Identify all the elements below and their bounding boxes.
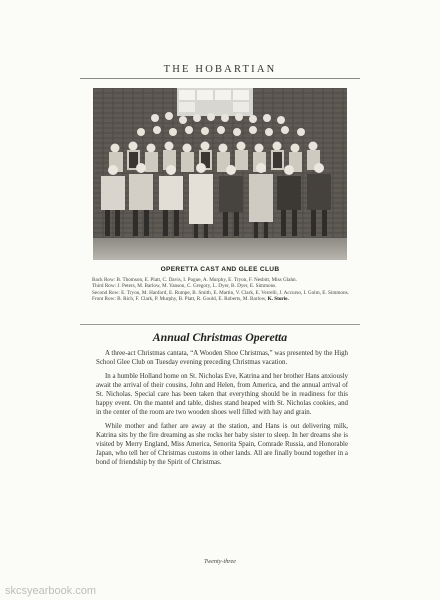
roster-front-row-names: Front Row: B. Rich, F. Clark, P. Murphy, B. Platt, R. Gould, E. Roberts, M. Barlow, — [92, 295, 267, 302]
article-title: Annual Christmas Operetta — [152, 330, 288, 344]
group-photo — [93, 88, 347, 260]
roster-third-row: Third Row: J. Peters, M. Barlow, M. Yanson, C. Gregory, L. Dyer, B. Dyer, E. Simmons. — [92, 283, 277, 290]
watermark: skcsyearbook.com — [5, 585, 97, 597]
roster-list — [92, 277, 366, 302]
article-paragraph: A three-act Christmas cantata, “A Wooden Shoe Christmas,” was presented by the High School Glee Club on Tuesday evening preceding Christmas vacation. — [96, 350, 348, 366]
running-header: THE HOBARTIAN — [163, 64, 277, 75]
article-paragraph: While mother and father are away at the station, and Hans is out delivering milk, Katrina sits by the fire dreaming as she rocks her baby sister to sleep. In her dreams she is visited by Merry England, Miss America, Senorita Spain, Comrade Russia, and Honorable Japan, who tell her of Christmas customs in other lands. All are finally bound together in a bond of friendship by the Spirit of Christmas. — [96, 423, 348, 466]
roster-back-row: Back Row: B. Thomson, E. Platt, C. Davis, I. Pogue, A. Murphy, E. Tryon, F. Nesbitt, Miss Glahn. — [92, 277, 297, 283]
roster-front-row — [92, 295, 366, 302]
roster-second-row: Second Row: E. Tryon, M. Hanford, E. Rumpe, B. Smith, E. Martin, V. Clark, E. Verrelli, J. Accurso, I. Golm, E. Simmons. — [92, 289, 349, 296]
roster-front-row-last: K. Storie. — [267, 295, 289, 302]
header-rule — [80, 78, 360, 79]
page-number: Twenty-three — [204, 558, 236, 565]
photo-caption: OPERETTA CAST AND GLEE CLUB — [160, 266, 280, 273]
section-rule — [80, 324, 360, 325]
article-paragraph: In a humble Holland home on St. Nicholas Eve, Katrina and her brother Hans anxiously await the arrival of their cousins, John and Helen, from America, and the annual arrival of St. Nicholas. Special care has been taken that everything should be in readiness for this happy event. On the mantel and table, dishes stand heaped with St. Nicholas cookies, and in the center of the room are two wooden shoes well filled with hay and grain. — [96, 373, 348, 416]
group-photo-image — [93, 88, 347, 260]
article-body — [96, 350, 348, 473]
